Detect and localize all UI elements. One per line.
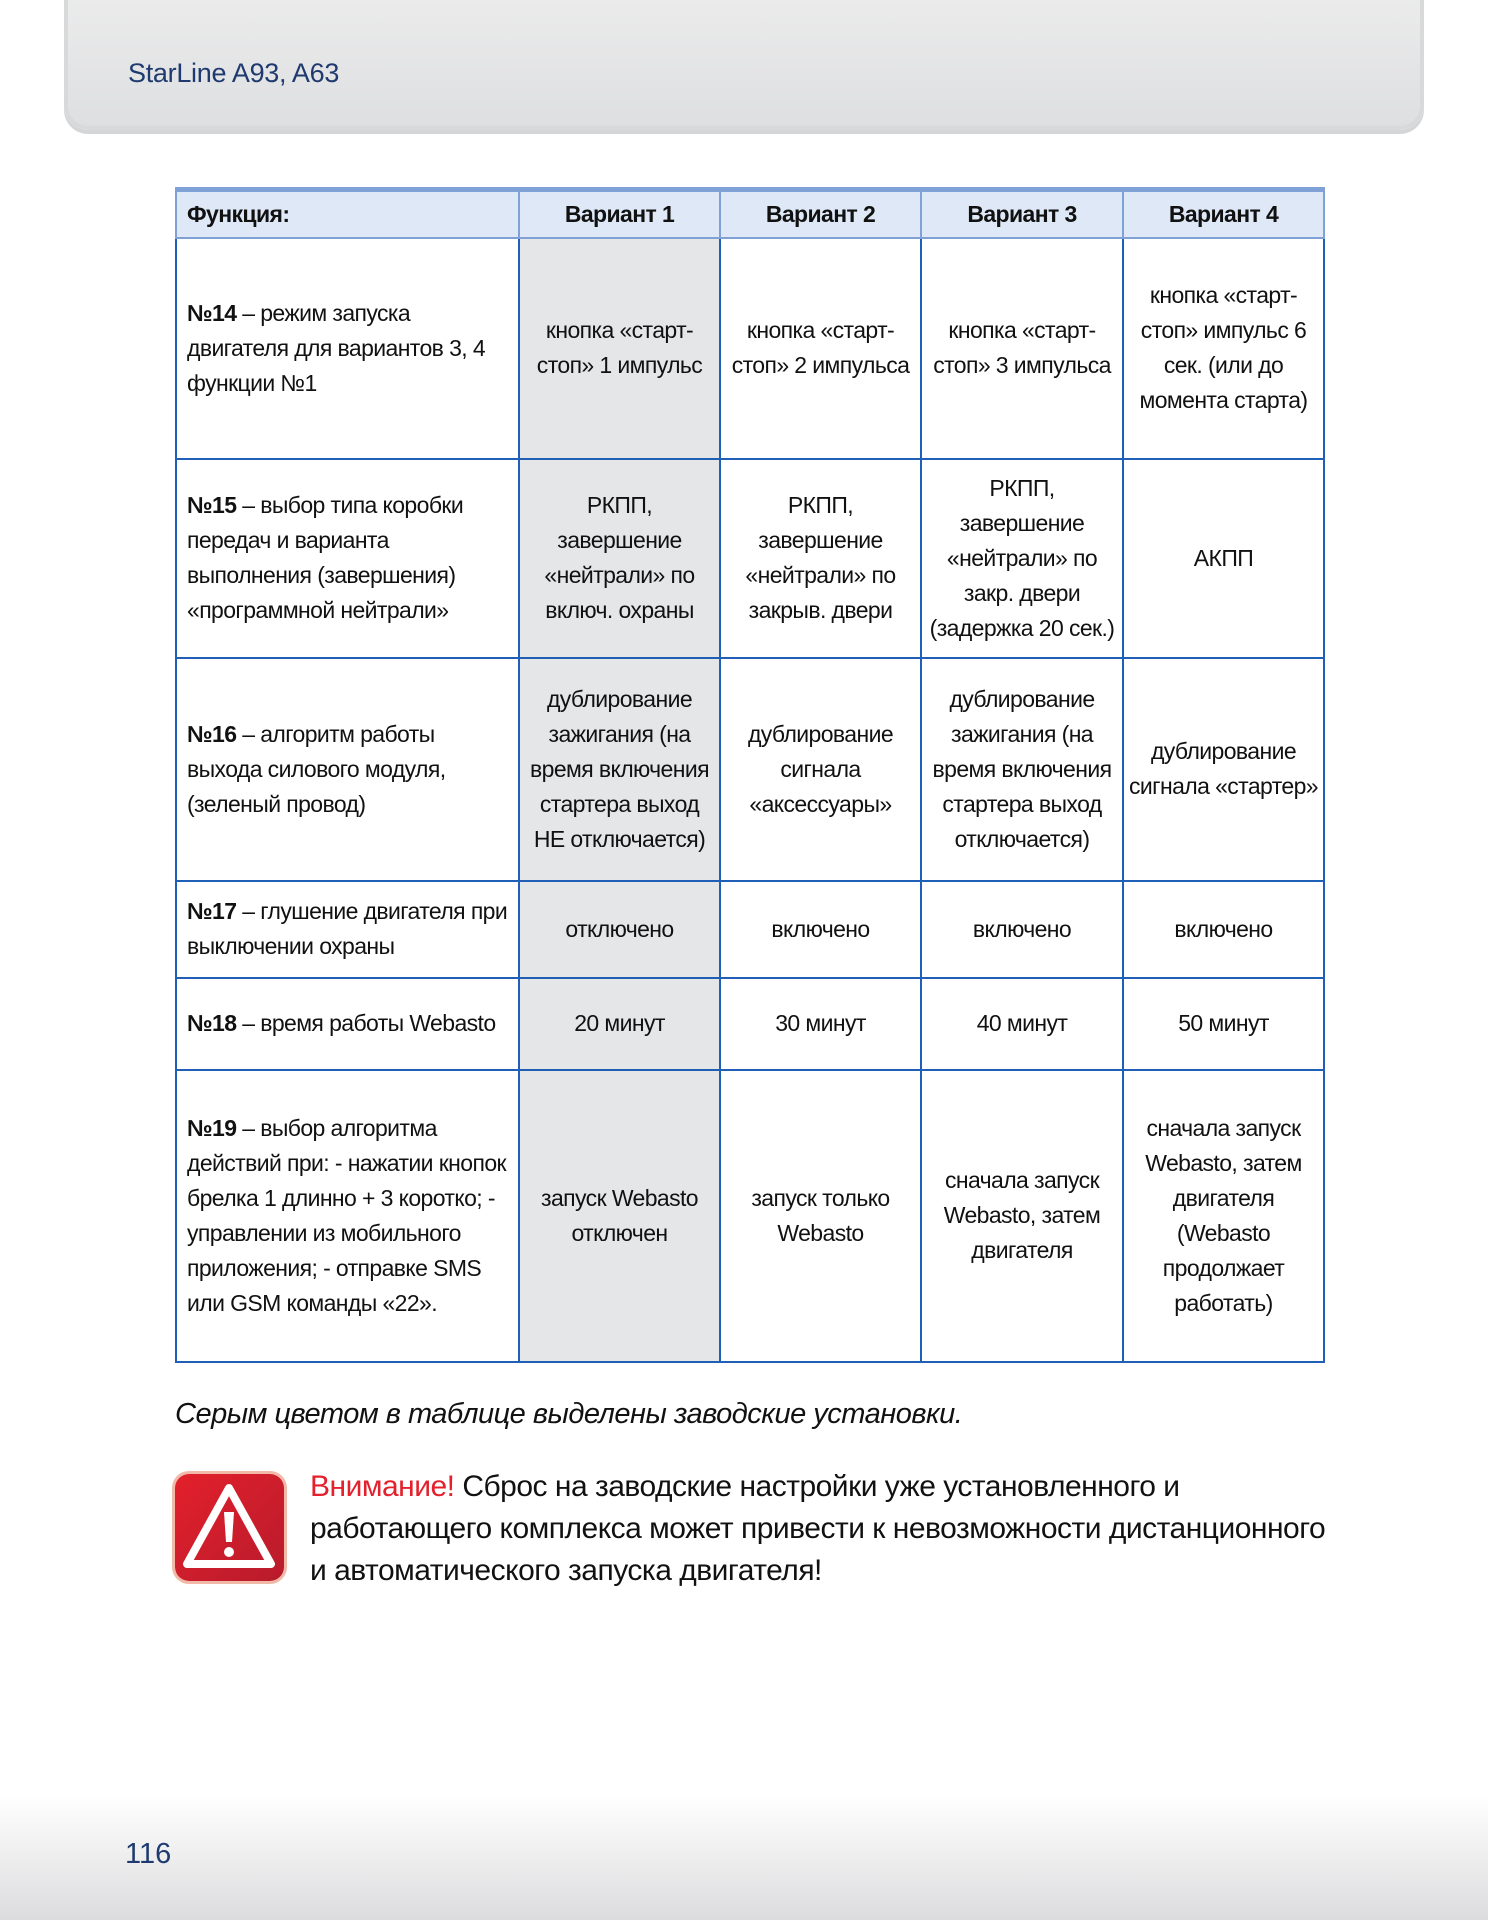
table-row [176,978,1324,1070]
variant-cell: дублирование сигнала «аксессуары» [720,658,921,881]
variant-cell: запуск только Webasto [720,1070,921,1362]
table-row [176,881,1324,978]
variant-cell: кнопка «старт-стоп» 3 импульса [921,238,1123,459]
table-row [176,1070,1324,1362]
variant-cell: сначала запуск Webasto, затем двигателя [921,1070,1123,1362]
column-header: Вариант 1 [519,190,720,238]
header-title: StarLine A93, A63 [128,58,340,88]
function-cell [176,1070,519,1362]
function-description: – режим запуска двигателя для вариантов 3, 4 функции №1 [187,299,486,396]
variant-cell: сначала запуск Webasto, затем двигателя (Webasto продолжает работать) [1123,1070,1324,1362]
page-footer [0,1795,1488,1920]
function-cell [176,658,519,881]
function-number: №17 [187,898,237,924]
variant-cell: включено [1123,881,1324,978]
factory-settings-note: Серым цветом в таблице выделены заводские установки. [175,1398,963,1430]
variant-cell: включено [720,881,921,978]
function-number: №16 [187,720,237,747]
settings-table [175,187,1325,1363]
variant-cell: 50 минут [1123,978,1324,1070]
variant-cell: РКПП, завершение «нейтрали» по включ. охраны [519,459,720,658]
column-header: Вариант 2 [720,190,921,238]
function-description: – алгоритм работы выхода силового модуля, (зеленый провод) [187,720,446,817]
variant-cell: 20 минут [519,978,720,1070]
function-number: №15 [187,492,237,518]
column-header: Вариант 3 [921,190,1123,238]
warning-icon [175,1474,284,1581]
function-description: – глушение двигателя при выключении охраны [187,898,508,959]
table-row [176,459,1324,658]
page-header [64,0,1424,130]
variant-cell: кнопка «старт-стоп» импульс 6 сек. (или до момента старта) [1123,238,1324,459]
function-number: №18 [187,1010,237,1036]
warning-label: Внимание! [310,1470,455,1503]
variant-cell: 30 минут [720,978,921,1070]
function-cell [176,459,519,658]
function-cell [176,238,519,459]
variant-cell: дублирование зажигания (на время включения стартера выход отключается) [921,658,1123,881]
variant-cell: РКПП, завершение «нейтрали» по закр. двери (задержка 20 сек.) [921,459,1123,658]
table-header-row [176,190,1324,238]
variant-cell: запуск Webasto отключен [519,1070,720,1362]
function-number: №19 [187,1114,237,1141]
variant-cell: АКПП [1123,459,1324,658]
table-row [176,658,1324,881]
function-description: – выбор типа коробки передач и варианта выполнения (завершения) «программной нейтрали» [187,492,464,623]
column-header: Функция: [176,190,519,238]
function-description: – выбор алгоритма действий при: - нажатии кнопок брелка 1 длинно + 3 коротко; - управлении из мобильного приложения; - отправке SMS или GSM команды «22». [187,1114,506,1316]
function-number: №14 [187,299,237,326]
warning-body: Сброс на заводские настройки уже установленного и работающего комплекса может привести к невозможности дистанционного и автоматического запуска двигателя! [310,1470,1326,1587]
variant-cell: 40 минут [921,978,1123,1070]
warning-text [310,1466,1330,1592]
variant-cell: отключено [519,881,720,978]
function-cell [176,881,519,978]
variant-cell: РКПП, завершение «нейтрали» по закрыв. двери [720,459,921,658]
variant-cell: включено [921,881,1123,978]
variant-cell: дублирование сигнала «стартер» [1123,658,1324,881]
page-number: 116 [125,1838,172,1870]
function-cell [176,978,519,1070]
variant-cell: дублирование зажигания (на время включения стартера выход НЕ отключается) [519,658,720,881]
variant-cell: кнопка «старт-стоп» 2 импульса [720,238,921,459]
table-row [176,238,1324,459]
column-header: Вариант 4 [1123,190,1324,238]
variant-cell: кнопка «старт-стоп» 1 импульс [519,238,720,459]
function-description: – время работы Webasto [236,1010,496,1036]
